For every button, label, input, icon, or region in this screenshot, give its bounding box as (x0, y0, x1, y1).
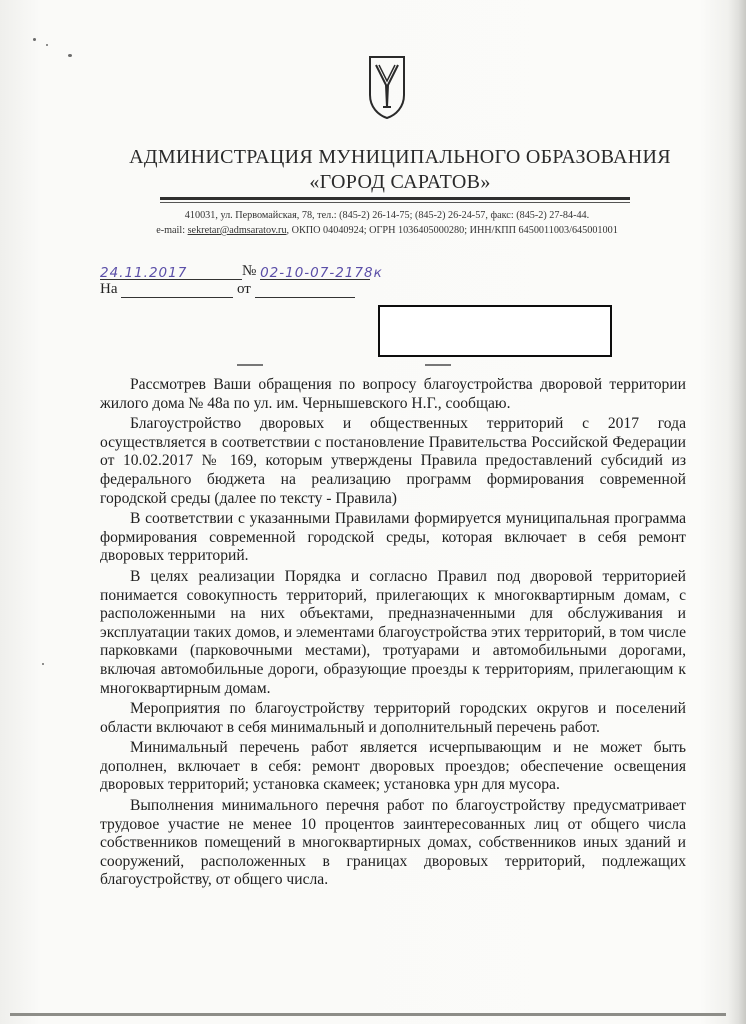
redacted-recipient-box (378, 305, 612, 357)
email-label: e-mail: (156, 225, 188, 236)
number-label: № (242, 263, 257, 279)
saratov-coat-of-arms-icon (367, 55, 407, 119)
scan-shadow-right (728, 0, 746, 1024)
on-label: На (100, 281, 118, 297)
body-paragraph: Благоустройство дворовых и общественных территорий с 2017 года осуществляется в соответствии с постановление Правительства Российской Федерации от 10.02.2017 № 169, которым утверждены Правила предоставлений субсидий из федерального бюджета на реализацию программ формирования современной городской среды (далее по тексту - Правила) (100, 415, 686, 507)
incoming-date-blank (255, 283, 355, 298)
incoming-number-blank (121, 283, 233, 298)
contact-registry (14, 225, 746, 236)
number-field (260, 265, 383, 281)
body-paragraph: В целях реализации Порядка и согласно Правил под дворовой территорией понимается совокупность территорий, прилегающих к многоквартирным домам, с расположенными на них объектами, предназначенными для обслуживания и эксплуатации таких домов, и элементами благоустройства этих территорий, в том числе парковками (парковочными местами), тротуарами и автомобильными дорогами, включая автомобильные дороги, образующие проезды к территориям, прилегающим к многоквартирным домам. (100, 567, 686, 697)
letter-body (100, 376, 686, 892)
contact-address: 410031, ул. Первомайская, 78, тел.: (845-2) 26-14-75; (845-2) 26-24-57, факс: (845-2) 27-84-44. (184, 210, 590, 221)
handwritten-date: 24.11.2017 (100, 265, 188, 281)
registry-codes: , ОКПО 04040924; ОГРН 1036405000280; ИНН/КПП 6450011003/645001001 (286, 225, 618, 236)
scan-edge-bottom (10, 1013, 726, 1016)
scan-speck (68, 54, 72, 57)
scan-speck (42, 663, 44, 665)
from-label: от (237, 281, 251, 297)
email-link[interactable]: sekretar@admsaratov.ru (187, 225, 287, 236)
header-rule-thick (160, 197, 630, 200)
scan-dash (425, 364, 451, 366)
scan-speck (46, 44, 48, 46)
date-field (100, 265, 242, 280)
scan-speck (33, 38, 36, 41)
scan-dash (237, 364, 263, 366)
registration-line-outgoing (100, 263, 383, 281)
body-paragraph: Минимальный перечень работ является исчерпывающим и не может быть дополнен, включает в себя: ремонт дворовых проездов; обеспечение освещения дворовых территорий; установка скамеек; установка урн для мусора. (100, 739, 686, 794)
registration-line-incoming (100, 281, 355, 298)
body-paragraph: Мероприятия по благоустройству территорий городских округов и поселений области включают в себя минимальный и дополнительный перечень работ. (100, 700, 686, 736)
handwritten-number: 02-10-07-2178к (260, 265, 383, 281)
body-paragraph: В соответствии с указанными Правилами формируется муниципальная программа формирования современной городской среды, которая включает в себя ремонт дворовых территорий. (100, 510, 686, 565)
header-rule-thin (160, 202, 630, 203)
org-name-line2: «ГОРОД САРАТОВ» (309, 171, 491, 193)
body-paragraph: Выполнения минимального перечня работ по благоустройству предусматривает трудовое участие не менее 10 процентов заинтересованных лиц от общего числа собственников помещений в многоквартирных домах, собственников иных зданий и сооружений, расположенных в границах дворовых территорий, подлежащих благоустройству, от общего числа. (100, 797, 686, 889)
org-name-line1: АДМИНИСТРАЦИЯ МУНИЦИПАЛЬНОГО ОБРАЗОВАНИЯ (129, 146, 671, 168)
body-paragraph: Рассмотрев Ваши обращения по вопросу благоустройства дворовой территории жилого дома № 48а по ул. им. Чернышевского Н.Г., сообщаю. (100, 376, 686, 412)
